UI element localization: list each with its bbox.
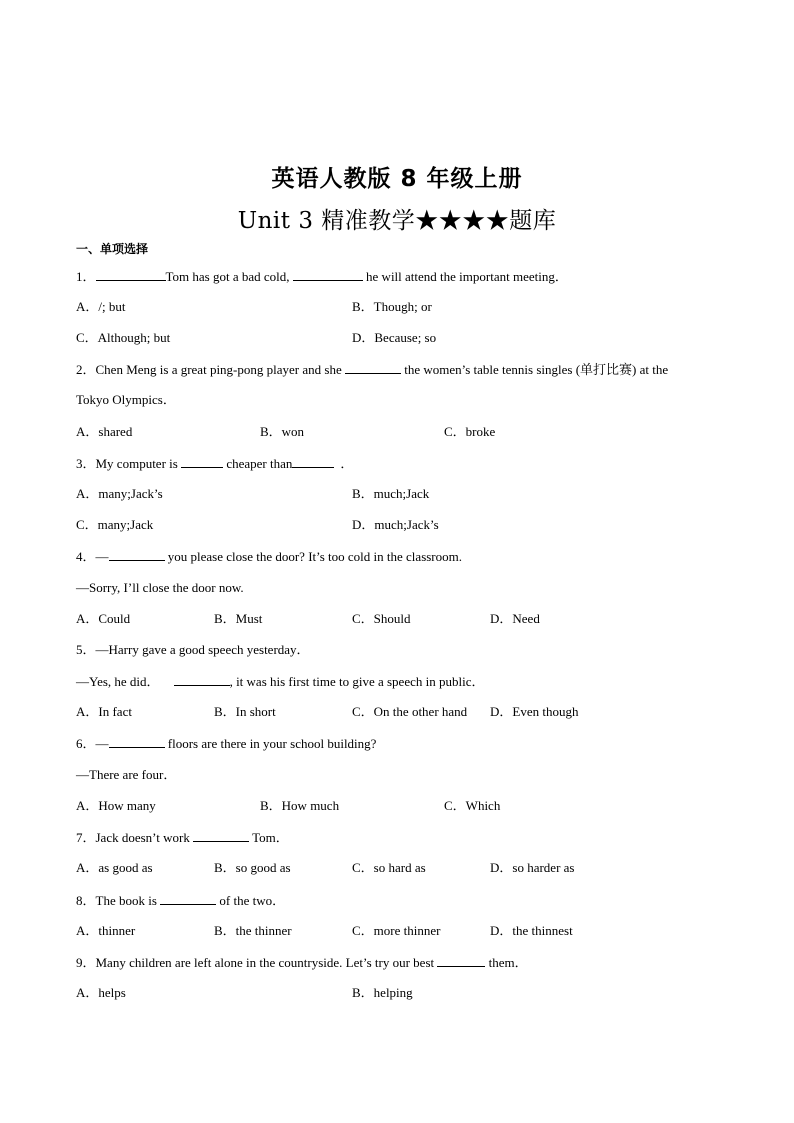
answer-blank bbox=[181, 453, 223, 468]
answer-blank bbox=[174, 671, 230, 686]
option-a[interactable]: A．shared bbox=[76, 424, 133, 439]
question-4-options bbox=[0, 609, 794, 629]
question-8-options bbox=[0, 921, 794, 941]
option-d[interactable]: D．Even though bbox=[490, 704, 579, 719]
question-1 bbox=[0, 266, 794, 286]
question-2-line-2 bbox=[0, 390, 794, 410]
question-4 bbox=[0, 546, 794, 566]
option-c[interactable]: C．broke bbox=[444, 424, 496, 439]
answer-blank bbox=[109, 733, 165, 748]
option-b[interactable]: B．much;Jack bbox=[352, 486, 430, 501]
question-2-text-end: the women’s table tennis singles (单打比赛) at the bbox=[400, 362, 669, 377]
question-4-reply: —Sorry, I’ll close the door now. bbox=[76, 580, 244, 595]
option-b[interactable]: B．Though; or bbox=[352, 299, 432, 314]
section-heading: 一、单项选择 bbox=[76, 242, 149, 256]
option-d[interactable]: D．the thinnest bbox=[490, 923, 573, 938]
option-a[interactable]: A．as good as bbox=[76, 860, 153, 875]
question-3 bbox=[0, 453, 794, 473]
question-1-text-end: he will attend the important meeting． bbox=[362, 269, 568, 284]
question-7-text: 7．Jack doesn’t work bbox=[76, 830, 194, 845]
question-3-options-row-1 bbox=[0, 484, 794, 504]
option-c[interactable]: C．On the other hand bbox=[352, 704, 468, 719]
option-a[interactable]: A．many;Jack’s bbox=[76, 486, 163, 501]
answer-blank bbox=[437, 952, 485, 967]
answer-blank bbox=[345, 359, 401, 374]
question-1-number: 1． bbox=[76, 269, 96, 284]
option-d[interactable]: D．so harder as bbox=[490, 860, 575, 875]
question-9-text: 9．Many children are left alone in the countryside. Let’s try our best bbox=[76, 955, 438, 970]
option-c[interactable]: C．so hard as bbox=[352, 860, 426, 875]
option-b[interactable]: B．helping bbox=[352, 985, 413, 1000]
question-2 bbox=[0, 359, 794, 379]
question-5-reply: —Yes, he did． bbox=[76, 674, 160, 689]
question-2-options bbox=[0, 422, 794, 442]
answer-blank bbox=[109, 546, 165, 561]
question-4-number: 4．— bbox=[76, 549, 109, 564]
option-c[interactable]: C．more thinner bbox=[352, 923, 441, 938]
question-6-reply: —There are four． bbox=[76, 767, 177, 782]
question-8 bbox=[0, 890, 794, 910]
question-3-options-row-2 bbox=[0, 515, 794, 535]
question-7 bbox=[0, 827, 794, 847]
question-1-options-row-2 bbox=[0, 328, 794, 348]
question-1-text: Tom has got a bad cold, bbox=[165, 269, 293, 284]
question-5 bbox=[0, 640, 794, 660]
answer-blank bbox=[160, 890, 216, 905]
question-9 bbox=[0, 952, 794, 972]
question-9-options bbox=[0, 983, 794, 1003]
question-3-text-end: ． bbox=[340, 456, 354, 471]
option-d[interactable]: D．Need bbox=[490, 611, 540, 626]
option-a[interactable]: A．/; but bbox=[76, 299, 126, 314]
option-b[interactable]: B．In short bbox=[214, 704, 276, 719]
question-5-reply-end: , it was his first time to give a speech in public． bbox=[229, 674, 485, 689]
page-subtitle: Unit 3 精准教学★★★★题库 bbox=[237, 208, 557, 234]
question-5-options bbox=[0, 702, 794, 722]
question-3-text-mid: cheaper than bbox=[223, 456, 293, 471]
option-d[interactable]: D．Because; so bbox=[352, 330, 437, 345]
question-9-text-end: them． bbox=[485, 955, 528, 970]
question-4-line-2 bbox=[0, 578, 794, 598]
question-7-text-end: Tom． bbox=[249, 830, 289, 845]
answer-blank bbox=[193, 827, 249, 842]
question-2-text-line-2: Tokyo Olympics． bbox=[76, 392, 176, 407]
option-c[interactable]: C．Which bbox=[444, 798, 501, 813]
question-6-text: floors are there in your school building? bbox=[164, 736, 377, 751]
answer-blank bbox=[96, 266, 166, 281]
question-6-options bbox=[0, 796, 794, 816]
option-d[interactable]: D．much;Jack’s bbox=[352, 517, 439, 532]
question-6-line-2 bbox=[0, 765, 794, 785]
option-b[interactable]: B．How much bbox=[260, 798, 340, 813]
answer-blank bbox=[293, 266, 363, 281]
question-4-text: you please close the door? It’s too cold in the classroom. bbox=[164, 549, 462, 564]
option-b[interactable]: B．Must bbox=[214, 611, 263, 626]
question-8-text: 8．The book is bbox=[76, 893, 161, 908]
option-c[interactable]: C．Although; but bbox=[76, 330, 171, 345]
question-2-text: 2．Chen Meng is a great ping-pong player and she bbox=[76, 362, 345, 377]
option-a[interactable]: A．How many bbox=[76, 798, 156, 813]
answer-blank bbox=[292, 453, 334, 468]
option-c[interactable]: C．Should bbox=[352, 611, 411, 626]
option-a[interactable]: A．Could bbox=[76, 611, 131, 626]
question-3-text: 3．My computer is bbox=[76, 456, 182, 471]
page-title: 英语人教版 8 年级上册 bbox=[271, 166, 523, 192]
question-5-text: 5．—Harry gave a good speech yesterday． bbox=[76, 642, 310, 657]
option-c[interactable]: C．many;Jack bbox=[76, 517, 154, 532]
question-6 bbox=[0, 733, 794, 753]
question-6-number: 6．— bbox=[76, 736, 109, 751]
option-b[interactable]: B．so good as bbox=[214, 860, 291, 875]
option-a[interactable]: A．thinner bbox=[76, 923, 136, 938]
option-b[interactable]: B．the thinner bbox=[214, 923, 292, 938]
question-5-line-2 bbox=[0, 671, 794, 691]
option-a[interactable]: A．In fact bbox=[76, 704, 132, 719]
option-b[interactable]: B．won bbox=[260, 424, 305, 439]
question-8-text-end: of the two． bbox=[216, 893, 286, 908]
option-a[interactable]: A．helps bbox=[76, 985, 126, 1000]
question-1-options-row-1 bbox=[0, 297, 794, 317]
question-7-options bbox=[0, 858, 794, 878]
